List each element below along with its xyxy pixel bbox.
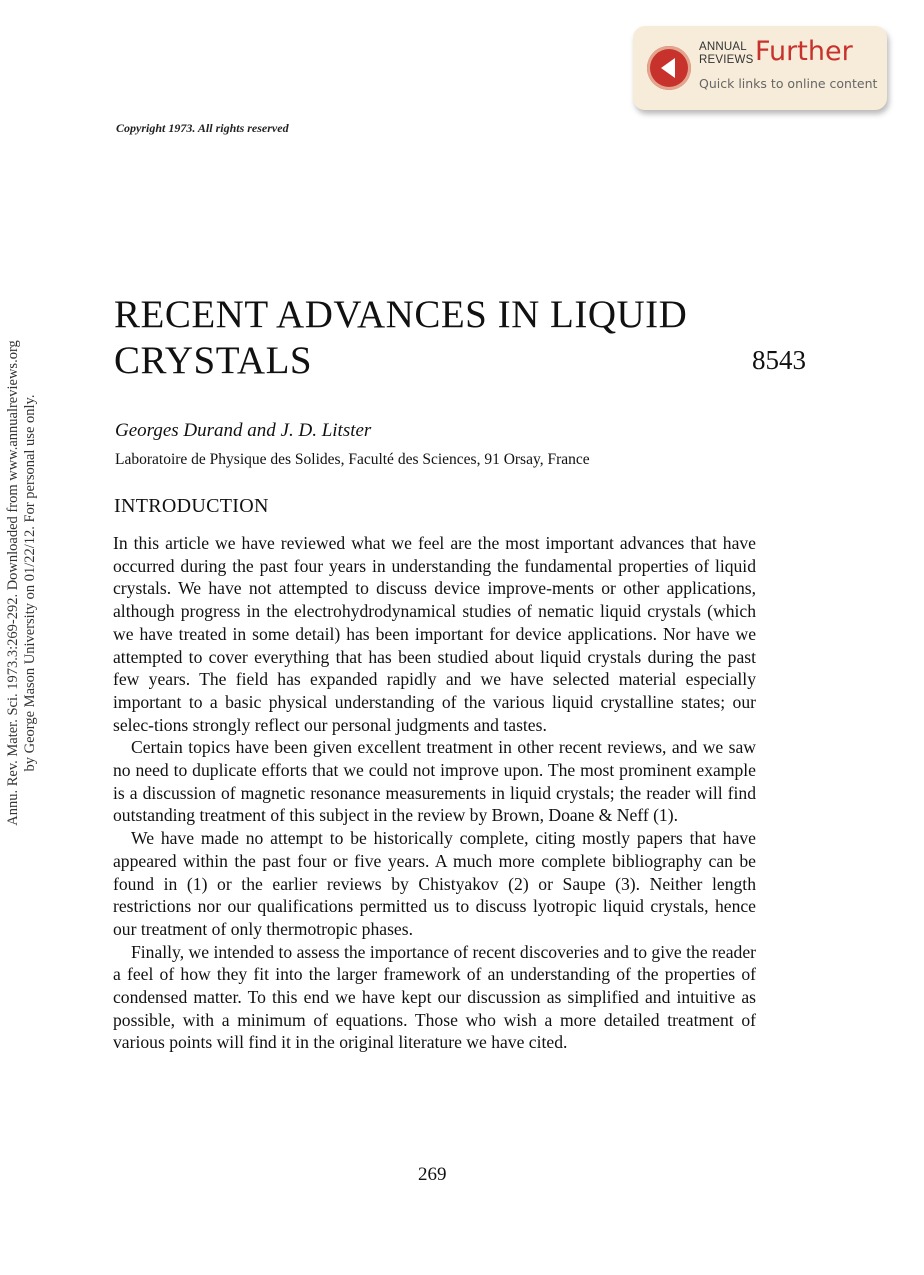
copyright-notice: Copyright 1973. All rights reserved xyxy=(116,121,289,135)
section-heading-introduction: INTRODUCTION xyxy=(114,495,269,517)
badge-reviews-label: REVIEWS xyxy=(699,54,754,66)
page-number: 269 xyxy=(418,1164,447,1185)
title-line-1: RECENT ADVANCES IN LIQUID xyxy=(114,293,688,336)
article-authors: Georges Durand and J. D. Litster xyxy=(115,420,372,441)
annual-reviews-logo-text xyxy=(699,41,753,67)
watermark-line-1: Annu. Rev. Mater. Sci. 1973.3:269-292. Downloaded from www.annualreviews.org xyxy=(5,340,21,826)
paragraph: We have made no attempt to be historically complete, citing mostly papers that have appeared within the past four or five years. A much more complete bibliography can be found in (1) or the earlier reviews by Chistyakov (2) or Saupe (3). Neither length restrictions nor our qualifications permitted us to discuss lyotropic liquid crystals, hence our treatment of only thermotropic phases. xyxy=(113,828,756,939)
paragraph: Finally, we intended to assess the importance of recent discoveries and to give the reader a feel of how they fit into the larger framework of an understanding of the properties of condensed matter. To this end we have kept our discussion as simplified and intuitive as possible, with a minimum of equations. Those who wish a more detailed treatment of various points will find it in the original literature we have cited. xyxy=(113,941,756,1053)
paragraph: Certain topics have been given excellent treatment in other recent reviews, and we saw no need to duplicate efforts that we could not improve upon. The most prominent example is a discussion of magnetic resonance measurements in liquid crystals; the reader will find outstanding treatment of this subject in the review by Brown, Doane & Neff (1). xyxy=(113,737,756,826)
title-line-2: CRYSTALS xyxy=(114,339,313,382)
further-links-badge[interactable] xyxy=(633,26,887,110)
document-number: 8543 xyxy=(752,345,806,375)
badge-subtitle: Quick links to online content xyxy=(699,76,878,91)
author-affiliation: Laboratoire de Physique des Solides, Faculté des Sciences, 91 Orsay, France xyxy=(115,451,590,468)
introduction-body xyxy=(113,532,756,1054)
paragraph: In this article we have reviewed what we feel are the most important advances that have occurred during the past four years in understanding the fundamental properties of liquid crystals. We have not attempted to discuss device improve-ments or other applications, although progress in the electrohydrodynamical studies of nematic liquid crystals (which we have treated in some detail) has been important for device applications. Nor have we attempted to cover everything that has been studied about liquid crystals during the past few years. The field has expanded rapidly and we have selected material especially important to a basic physical understanding of the various liquid crystalline states; our selec-tions strongly reflect our personal judgments and tastes. xyxy=(113,533,756,735)
badge-annual-label: ANNUAL xyxy=(699,41,747,53)
watermark-line-2: by George Mason University on 01/22/12. For personal use only. xyxy=(22,394,38,772)
badge-further-label: Further xyxy=(755,36,853,67)
article-title xyxy=(114,292,754,384)
download-watermark xyxy=(5,340,39,826)
play-arrow-icon xyxy=(647,46,691,90)
